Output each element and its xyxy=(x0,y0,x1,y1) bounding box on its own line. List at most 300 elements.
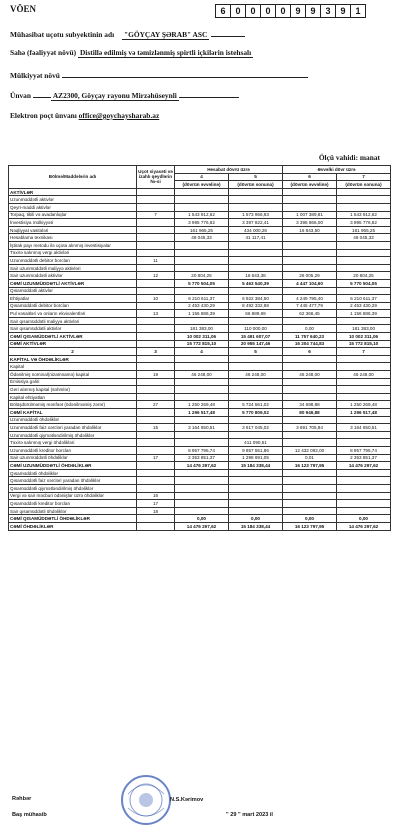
table-row xyxy=(9,515,391,523)
row-label: Qısamüddətli aktivlər xyxy=(9,287,137,295)
entity-label: Mühasibat uçotu subyektinin adı xyxy=(10,30,115,39)
table-row xyxy=(9,409,391,417)
row-current-start: 1 156 886,39 xyxy=(175,310,229,318)
row-previous-start: 12 432 092,00 xyxy=(283,446,337,454)
chief-accountant-label: Baş mühasib xyxy=(12,812,47,818)
row-current-end: 66 889,69 xyxy=(229,310,283,318)
row-current-end xyxy=(229,378,283,386)
row-note xyxy=(137,325,175,333)
row-current-start xyxy=(175,378,229,386)
table-row xyxy=(9,333,391,341)
row-previous-start xyxy=(283,264,337,272)
row-previous-start: 6 xyxy=(283,348,337,356)
row-current-start xyxy=(175,257,229,265)
row-previous-start xyxy=(283,439,337,447)
row-note xyxy=(137,249,175,257)
table-row xyxy=(9,424,391,432)
header-end: (dövrün sonuna) xyxy=(229,181,283,189)
table-body xyxy=(9,188,391,530)
row-previous-end: 2 353 851,37 xyxy=(337,454,391,462)
row-current-start: 10 002 311,06 xyxy=(175,333,229,341)
row-current-end: 1 298 691,05 xyxy=(229,454,283,462)
row-previous-end: 6 210 611,37 xyxy=(337,295,391,303)
row-current-end: 15 491 607,07 xyxy=(229,333,283,341)
row-note: 15 xyxy=(137,424,175,432)
entity-line xyxy=(10,28,245,39)
row-note: 17 xyxy=(137,500,175,508)
row-previous-end: 46 248,00 xyxy=(337,371,391,379)
row-current-end xyxy=(229,492,283,500)
row-current-end: 3 617 045,02 xyxy=(229,424,283,432)
table-row xyxy=(9,378,391,386)
row-current-end xyxy=(229,484,283,492)
table-row xyxy=(9,279,391,287)
row-previous-start xyxy=(283,188,337,196)
row-current-end: 5 xyxy=(229,348,283,356)
row-previous-start: 16 843,50 xyxy=(283,226,337,234)
row-label: CƏMİ ÖHDƏLİKLƏR xyxy=(9,522,137,530)
row-previous-end: 15 772 815,10 xyxy=(337,340,391,348)
row-note xyxy=(137,196,175,204)
row-label: Sair uzunmüddətli aktivlər xyxy=(9,272,137,280)
voen-digit-boxes xyxy=(216,4,366,18)
table-row xyxy=(9,454,391,462)
row-current-start xyxy=(175,477,229,485)
row-previous-start xyxy=(283,393,337,401)
row-previous-end: 2 453 430,29 xyxy=(337,302,391,310)
row-previous-end: 14 476 297,62 xyxy=(337,522,391,530)
row-previous-end xyxy=(337,355,391,363)
row-current-start: 0,00 xyxy=(175,515,229,523)
row-previous-start: 4 249 795,40 xyxy=(283,295,337,303)
row-label: Kapital ehtiyatları xyxy=(9,393,137,401)
row-note: 11 xyxy=(137,257,175,265)
table-row xyxy=(9,287,391,295)
row-current-start xyxy=(175,507,229,515)
row-previous-end xyxy=(337,241,391,249)
row-note: 7 xyxy=(137,211,175,219)
table-row xyxy=(9,469,391,477)
row-previous-start xyxy=(283,492,337,500)
director-name: N.S.Kərimov xyxy=(170,797,204,803)
table-row xyxy=(9,484,391,492)
row-current-start: 4 xyxy=(175,348,229,356)
row-current-end xyxy=(229,416,283,424)
row-current-start: 48 045,33 xyxy=(175,234,229,242)
row-note xyxy=(137,469,175,477)
row-note xyxy=(137,279,175,287)
row-previous-end: 1 156 886,39 xyxy=(337,310,391,318)
row-note xyxy=(137,386,175,394)
row-label: Uzunmüddətli qiymətləndirilmiş öhdəliklər xyxy=(9,431,137,439)
row-previous-end xyxy=(337,431,391,439)
row-current-end xyxy=(229,355,283,363)
row-label: Uzunmüddətli debitor borcları xyxy=(9,257,137,265)
row-current-start xyxy=(175,249,229,257)
row-current-start: 8 957 795,74 xyxy=(175,446,229,454)
voen-digit-box: 1 xyxy=(350,4,366,18)
row-current-start xyxy=(175,355,229,363)
row-current-end: 1 573 956,93 xyxy=(229,211,283,219)
header-end-prev: (dövrün sonuna) xyxy=(337,181,391,189)
row-current-start xyxy=(175,416,229,424)
row-current-start: 2 453 430,29 xyxy=(175,302,229,310)
header-col-7: 7 xyxy=(337,173,391,181)
row-current-end: 110 000,00 xyxy=(229,325,283,333)
row-previous-end: 3 995 776,62 xyxy=(337,219,391,227)
row-label: Ödənilmiş nominal(nizamnamə) kapital xyxy=(9,371,137,379)
row-previous-end: 5 770 504,05 xyxy=(337,279,391,287)
row-previous-start: 1 007 389,81 xyxy=(283,211,337,219)
row-current-start: 15 772 815,10 xyxy=(175,340,229,348)
row-note xyxy=(137,363,175,371)
row-current-start xyxy=(175,264,229,272)
row-previous-start: 16 204 744,83 xyxy=(283,340,337,348)
company-seal-stamp xyxy=(120,774,172,826)
table-row xyxy=(9,188,391,196)
email-label: Elektron poçt ünvanı xyxy=(10,111,77,120)
row-current-start: 20 804,25 xyxy=(175,272,229,280)
row-previous-end: 0,00 xyxy=(337,515,391,523)
row-previous-start: 7 445 477,79 xyxy=(283,302,337,310)
row-current-end: 6 922 384,50 xyxy=(229,295,283,303)
row-note xyxy=(137,241,175,249)
row-current-start xyxy=(175,500,229,508)
row-note: 10 xyxy=(137,295,175,303)
row-label: Geri alınmış kapital (səhmlər) xyxy=(9,386,137,394)
entity-underline xyxy=(211,28,245,37)
row-note xyxy=(137,302,175,310)
row-note xyxy=(137,431,175,439)
row-previous-end xyxy=(337,203,391,211)
row-current-end: 5 724 561,02 xyxy=(229,401,283,409)
row-label: Təxirə salınmış vergi öhdəlikləri xyxy=(9,439,137,447)
row-current-end xyxy=(229,188,283,196)
row-previous-start xyxy=(283,431,337,439)
row-previous-end: 20 804,25 xyxy=(337,272,391,280)
row-current-start: 1 250 269,48 xyxy=(175,401,229,409)
row-previous-start: 11 757 640,23 xyxy=(283,333,337,341)
row-label: Qısamüddətli öhdəliklər xyxy=(9,469,137,477)
row-previous-start xyxy=(283,507,337,515)
table-row xyxy=(9,416,391,424)
row-current-start: 3 995 776,62 xyxy=(175,219,229,227)
row-previous-end xyxy=(337,484,391,492)
row-label: 2 xyxy=(9,348,137,356)
row-current-end xyxy=(229,469,283,477)
row-current-end xyxy=(229,287,283,295)
row-current-end xyxy=(229,264,283,272)
header-start: (dövrün əvvəlinə) xyxy=(175,181,229,189)
voen-row xyxy=(10,2,398,18)
row-label: Uzunmüddətli kreditor borcları xyxy=(9,446,137,454)
row-label: Sair uzunmüddətli maliyyə aktivləri xyxy=(9,264,137,272)
address-tail-underline xyxy=(179,89,239,98)
row-current-end: 5 770 809,02 xyxy=(229,409,283,417)
row-previous-start xyxy=(283,477,337,485)
row-current-start xyxy=(175,386,229,394)
table-row xyxy=(9,363,391,371)
row-current-end: 20 955 147,46 xyxy=(229,340,283,348)
row-previous-end xyxy=(337,469,391,477)
row-previous-end xyxy=(337,249,391,257)
row-previous-start: 26 005,29 xyxy=(283,272,337,280)
row-current-end xyxy=(229,317,283,325)
row-note: 13 xyxy=(137,310,175,318)
row-label: CƏMİ QISAMÜDDƏTLİ AKTİVLƏR xyxy=(9,333,137,341)
row-current-start xyxy=(175,287,229,295)
table-row xyxy=(9,393,391,401)
row-note xyxy=(137,462,175,470)
row-current-start xyxy=(175,431,229,439)
voen-digit-box: 0 xyxy=(230,4,246,18)
row-note: 27 xyxy=(137,401,175,409)
row-previous-end xyxy=(337,477,391,485)
row-current-end xyxy=(229,500,283,508)
row-label: Sair uzunmüddətli öhdəliklər xyxy=(9,454,137,462)
row-previous-start: 80 946,88 xyxy=(283,409,337,417)
row-current-end: 434 000,26 xyxy=(229,226,283,234)
row-previous-start xyxy=(283,241,337,249)
row-note xyxy=(137,340,175,348)
row-previous-start: 3 396 866,00 xyxy=(283,219,337,227)
row-previous-start xyxy=(283,363,337,371)
row-previous-end: 8 957 795,74 xyxy=(337,446,391,454)
row-note: 12 xyxy=(137,272,175,280)
row-previous-end: 14 476 297,62 xyxy=(337,462,391,470)
row-current-start: 14 476 297,62 xyxy=(175,522,229,530)
row-label: CƏMİ UZUNMÜDDƏTLİ AKTİVLƏR xyxy=(9,279,137,287)
table-row xyxy=(9,264,391,272)
row-label: Uzunmüddətli aktivlər xyxy=(9,196,137,204)
table-row xyxy=(9,431,391,439)
row-label: KAPİTAL VƏ ÖHDƏLİKLƏR xyxy=(9,355,137,363)
row-label: Pul vəsaitləri və onların ekvivalentləri xyxy=(9,310,137,318)
table-header-row xyxy=(9,166,391,174)
row-note xyxy=(137,446,175,454)
voen-digit-box: 3 xyxy=(320,4,336,18)
row-label: Qısamüddətli qiymətləndirilmiş öhdəliklər xyxy=(9,484,137,492)
row-label: CƏMİ QISAMÜDDƏTLİ ÖHDƏLİKLƏR xyxy=(9,515,137,523)
header-previous-period: Əvvəlki dövr üzrə xyxy=(283,166,391,174)
row-previous-end xyxy=(337,287,391,295)
address-lead-underline xyxy=(33,89,51,98)
header-start-prev: (dövrün əvvəlinə) xyxy=(283,181,337,189)
email-value[interactable]: office@goychaysharab.az xyxy=(78,111,160,120)
row-current-start: 1 296 517,48 xyxy=(175,409,229,417)
row-previous-start: 16 123 797,95 xyxy=(283,462,337,470)
header-current-period: Hesabat dövrü üzrə xyxy=(175,166,283,174)
row-label: Qısamüddətli debitor borcları xyxy=(9,302,137,310)
row-label: Uzunmüddətli faiz xərcləri yaradan öhdəliklər xyxy=(9,424,137,432)
table-row xyxy=(9,355,391,363)
row-note xyxy=(137,219,175,227)
row-note xyxy=(137,203,175,211)
row-label: Təxirə salınmış vergi aktivləri xyxy=(9,249,137,257)
row-current-end: 41 117,41 xyxy=(229,234,283,242)
table-row xyxy=(9,272,391,280)
table-row xyxy=(9,257,391,265)
row-previous-end xyxy=(337,393,391,401)
row-current-start: 3 164 650,51 xyxy=(175,424,229,432)
row-note xyxy=(137,515,175,523)
row-current-end xyxy=(229,249,283,257)
row-current-end xyxy=(229,363,283,371)
row-note xyxy=(137,226,175,234)
row-note: 19 xyxy=(137,371,175,379)
table-row xyxy=(9,439,391,447)
voen-digit-box: 6 xyxy=(215,4,231,18)
row-current-start xyxy=(175,188,229,196)
table-row xyxy=(9,219,391,227)
row-previous-start: 0,00 xyxy=(283,515,337,523)
row-previous-end: 48 045,33 xyxy=(337,234,391,242)
row-current-start xyxy=(175,492,229,500)
ownership-underline xyxy=(62,69,308,78)
table-row xyxy=(9,477,391,485)
row-note xyxy=(137,416,175,424)
table-row xyxy=(9,386,391,394)
header-item-name: Bölmə/Maddələrin adı xyxy=(9,166,137,189)
table-row xyxy=(9,371,391,379)
table-row xyxy=(9,226,391,234)
row-label: Qısamüddətli faiz xərcləri yaradan öhdəliklər xyxy=(9,477,137,485)
row-previous-end: 161 965,25 xyxy=(337,226,391,234)
row-current-start xyxy=(175,469,229,477)
row-note xyxy=(137,484,175,492)
row-current-end xyxy=(229,507,283,515)
row-current-end xyxy=(229,431,283,439)
row-label: CƏMİ AKTİVLƏR xyxy=(9,340,137,348)
table-row xyxy=(9,500,391,508)
table-row xyxy=(9,401,391,409)
table-row xyxy=(9,507,391,515)
address-value: AZ2300, Göyçay rayonu Mirzəhüseynli xyxy=(52,91,177,100)
row-label: İştirak payı metodu ilə uçota alınmış investisiyalar xyxy=(9,241,137,249)
row-current-start: 46 248,00 xyxy=(175,371,229,379)
row-label: CƏMİ UZUNMÜDDƏTLİ ÖHDƏLİKLƏR xyxy=(9,462,137,470)
activity-line xyxy=(10,48,253,57)
row-previous-end xyxy=(337,439,391,447)
row-current-start: 1 543 912,62 xyxy=(175,211,229,219)
table-row xyxy=(9,234,391,242)
row-label: Kapital xyxy=(9,363,137,371)
row-current-start: 14 476 297,62 xyxy=(175,462,229,470)
row-note xyxy=(137,234,175,242)
table-row xyxy=(9,196,391,204)
row-note xyxy=(137,264,175,272)
row-previous-start xyxy=(283,203,337,211)
row-label: Vergi və sair məcburi ödənişlər üzrə öhdəliklər xyxy=(9,492,137,500)
row-previous-end: 10 002 311,06 xyxy=(337,333,391,341)
table-row xyxy=(9,492,391,500)
row-previous-end xyxy=(337,363,391,371)
table-row xyxy=(9,241,391,249)
table-row xyxy=(9,446,391,454)
row-note xyxy=(137,355,175,363)
voen-digit-box: 9 xyxy=(305,4,321,18)
row-previous-end xyxy=(337,500,391,508)
row-previous-start: 34 698,88 xyxy=(283,401,337,409)
row-note xyxy=(137,393,175,401)
row-previous-end xyxy=(337,188,391,196)
row-previous-end: 1 250 269,48 xyxy=(337,401,391,409)
row-current-end: 16 643,38 xyxy=(229,272,283,280)
voen-label: VÖEN xyxy=(10,4,37,14)
row-previous-start xyxy=(283,378,337,386)
header-note-number: Uçot siyasəti və izahlı qeydlərin №-si xyxy=(137,166,175,189)
row-current-start: 2 353 851,37 xyxy=(175,454,229,462)
signature-date: " 29 " mart 2023 il xyxy=(226,812,273,818)
voen-digit-box: 9 xyxy=(290,4,306,18)
row-note xyxy=(137,287,175,295)
row-previous-end: 181 383,00 xyxy=(337,325,391,333)
row-note xyxy=(137,317,175,325)
row-previous-end: 3 164 650,51 xyxy=(337,424,391,432)
row-note xyxy=(137,522,175,530)
row-previous-start: 46 248,00 xyxy=(283,371,337,379)
address-line xyxy=(10,89,239,100)
row-previous-start xyxy=(283,355,337,363)
voen-digit-box: 9 xyxy=(335,4,351,18)
row-current-end xyxy=(229,386,283,394)
email-line xyxy=(10,111,159,120)
row-current-end: 3 397 822,41 xyxy=(229,219,283,227)
table-row xyxy=(9,302,391,310)
row-current-end xyxy=(229,393,283,401)
row-previous-start: 16 123 797,95 xyxy=(283,522,337,530)
row-current-end: 9 857 551,86 xyxy=(229,446,283,454)
table-row xyxy=(9,295,391,303)
header-col-5: 5 xyxy=(229,173,283,181)
row-current-start: 181 383,00 xyxy=(175,325,229,333)
row-current-end: 46 248,00 xyxy=(229,371,283,379)
row-current-end: 411 090,51 xyxy=(229,439,283,447)
header-col-4: 4 xyxy=(175,173,229,181)
row-previous-start: 4 447 104,60 xyxy=(283,279,337,287)
row-previous-end xyxy=(337,386,391,394)
row-label: Qeyri-maddi aktivlər xyxy=(9,203,137,211)
row-previous-end xyxy=(337,317,391,325)
row-previous-start xyxy=(283,196,337,204)
row-previous-start xyxy=(283,317,337,325)
row-previous-start: 3 691 705,94 xyxy=(283,424,337,432)
table-row xyxy=(9,317,391,325)
row-current-start: 161 965,25 xyxy=(175,226,229,234)
voen-digit-box: 0 xyxy=(245,4,261,18)
row-current-start xyxy=(175,363,229,371)
row-previous-start xyxy=(283,249,337,257)
row-previous-start xyxy=(283,234,337,242)
row-label: Sair qısamüddətli aktivlər xyxy=(9,325,137,333)
row-current-end: 15 184 338,44 xyxy=(229,462,283,470)
voen-digit-box: 0 xyxy=(260,4,276,18)
row-note: 16 xyxy=(137,492,175,500)
row-current-end xyxy=(229,196,283,204)
table-row xyxy=(9,462,391,470)
row-current-end xyxy=(229,257,283,265)
row-label: Torpaq, tikili və avadanlıqlar xyxy=(9,211,137,219)
row-current-end: 5 463 540,39 xyxy=(229,279,283,287)
row-previous-start xyxy=(283,484,337,492)
voen-digit-box: 0 xyxy=(275,4,291,18)
row-label: Nəqliyyat vasitələri xyxy=(9,226,137,234)
row-previous-end: 7 xyxy=(337,348,391,356)
row-label: CƏMİ KAPİTAL xyxy=(9,409,137,417)
row-previous-end xyxy=(337,378,391,386)
table-row xyxy=(9,340,391,348)
row-current-end: 0,00 xyxy=(229,515,283,523)
